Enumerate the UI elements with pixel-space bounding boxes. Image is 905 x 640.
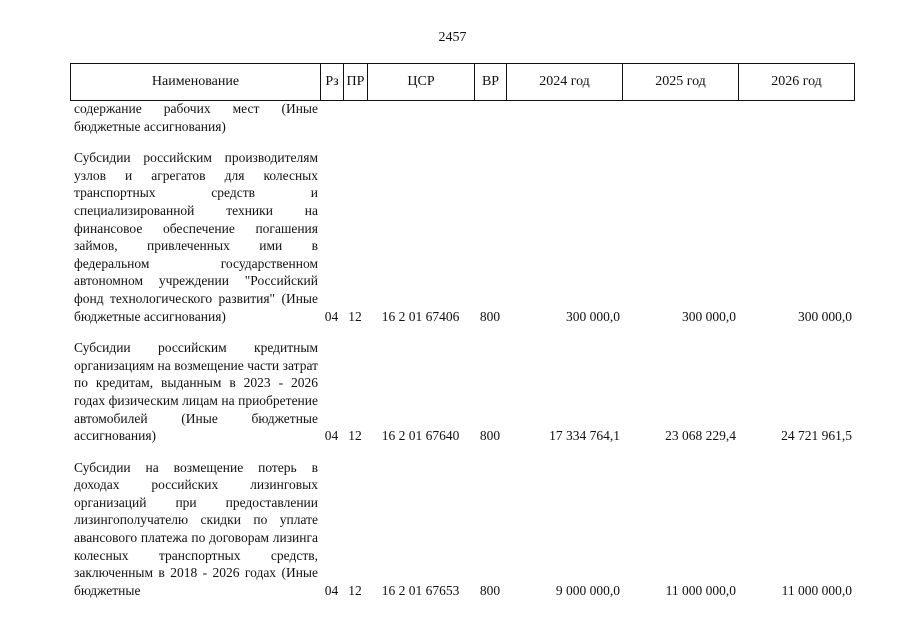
header-2026: 2026 год: [739, 64, 855, 101]
row-2026: [738, 100, 854, 135]
row-rz: 04: [324, 308, 339, 324]
row-rz: 04: [324, 428, 339, 444]
row-2025: 11 000 000,0: [665, 582, 736, 598]
row-name: содержание рабочих мест (Иные бюджетные ассигнования): [74, 101, 318, 134]
table-header: [70, 63, 855, 101]
row-2024: 17 334 764,1: [549, 428, 620, 444]
budget-table: [70, 100, 854, 599]
row-csr: 16 2 01 67653: [381, 582, 460, 598]
table-row: [70, 135, 854, 325]
row-pr: 12: [348, 308, 362, 324]
row-2024: 300 000,0: [566, 308, 620, 324]
row-pr: 12: [348, 428, 362, 444]
row-pr: [343, 100, 367, 135]
header-vr: ВР: [475, 64, 507, 101]
row-rz: 04: [324, 582, 339, 598]
row-name: Субсидии российским кредитным организациям на возмещение части затрат по кредитам, выданным в 2023 - 2026 годах физическим лицам на приобретение автомобилей (Иные бюджетные ассигнования): [74, 340, 318, 444]
row-2025: 300 000,0: [682, 308, 736, 324]
row-vr: 800: [479, 582, 501, 598]
row-name: Субсидии российским производителям узлов и агрегатов для колесных транспортных средств и специализированной техники на финансовое обеспечение погашения займов, привлеченных ими в федеральном государственном автономном учреждении "Российский фонд технологического развития" (Иные бюджетные ассигнования): [74, 150, 318, 324]
row-2025: 23 068 229,4: [665, 428, 736, 444]
row-rz: [320, 100, 343, 135]
row-2024: 9 000 000,0: [555, 582, 620, 598]
header-2025: 2025 год: [623, 64, 739, 101]
row-vr: [474, 100, 506, 135]
row-2026: 24 721 961,5: [781, 428, 852, 444]
row-vr: 800: [479, 308, 501, 324]
header-pr: ПР: [344, 64, 368, 101]
row-2026: 300 000,0: [798, 308, 852, 324]
page-number: 2457: [438, 30, 467, 45]
header-name: Наименование: [71, 64, 321, 101]
table-row: [70, 445, 854, 600]
row-2026: 11 000 000,0: [781, 582, 852, 598]
row-csr: [367, 100, 474, 135]
header-csr: ЦСР: [368, 64, 475, 101]
row-vr: 800: [479, 428, 501, 444]
row-2025: [622, 100, 738, 135]
row-pr: 12: [348, 582, 362, 598]
header-rz: Рз: [321, 64, 344, 101]
row-name: Субсидии на возмещение потерь в доходах российских лизинговых организаций при предоставлении лизингополучателю скидки по уплате авансового платежа по договорам лизинга колесных транспортных средств, заключенным в 2018 - 2026 годах (Иные бюджетные: [74, 459, 318, 598]
table-row: [70, 325, 854, 445]
row-2024: [506, 100, 622, 135]
header-2024: 2024 год: [507, 64, 623, 101]
table-row: [70, 100, 854, 135]
row-csr: 16 2 01 67406: [381, 308, 460, 324]
row-csr: 16 2 01 67640: [381, 428, 460, 444]
